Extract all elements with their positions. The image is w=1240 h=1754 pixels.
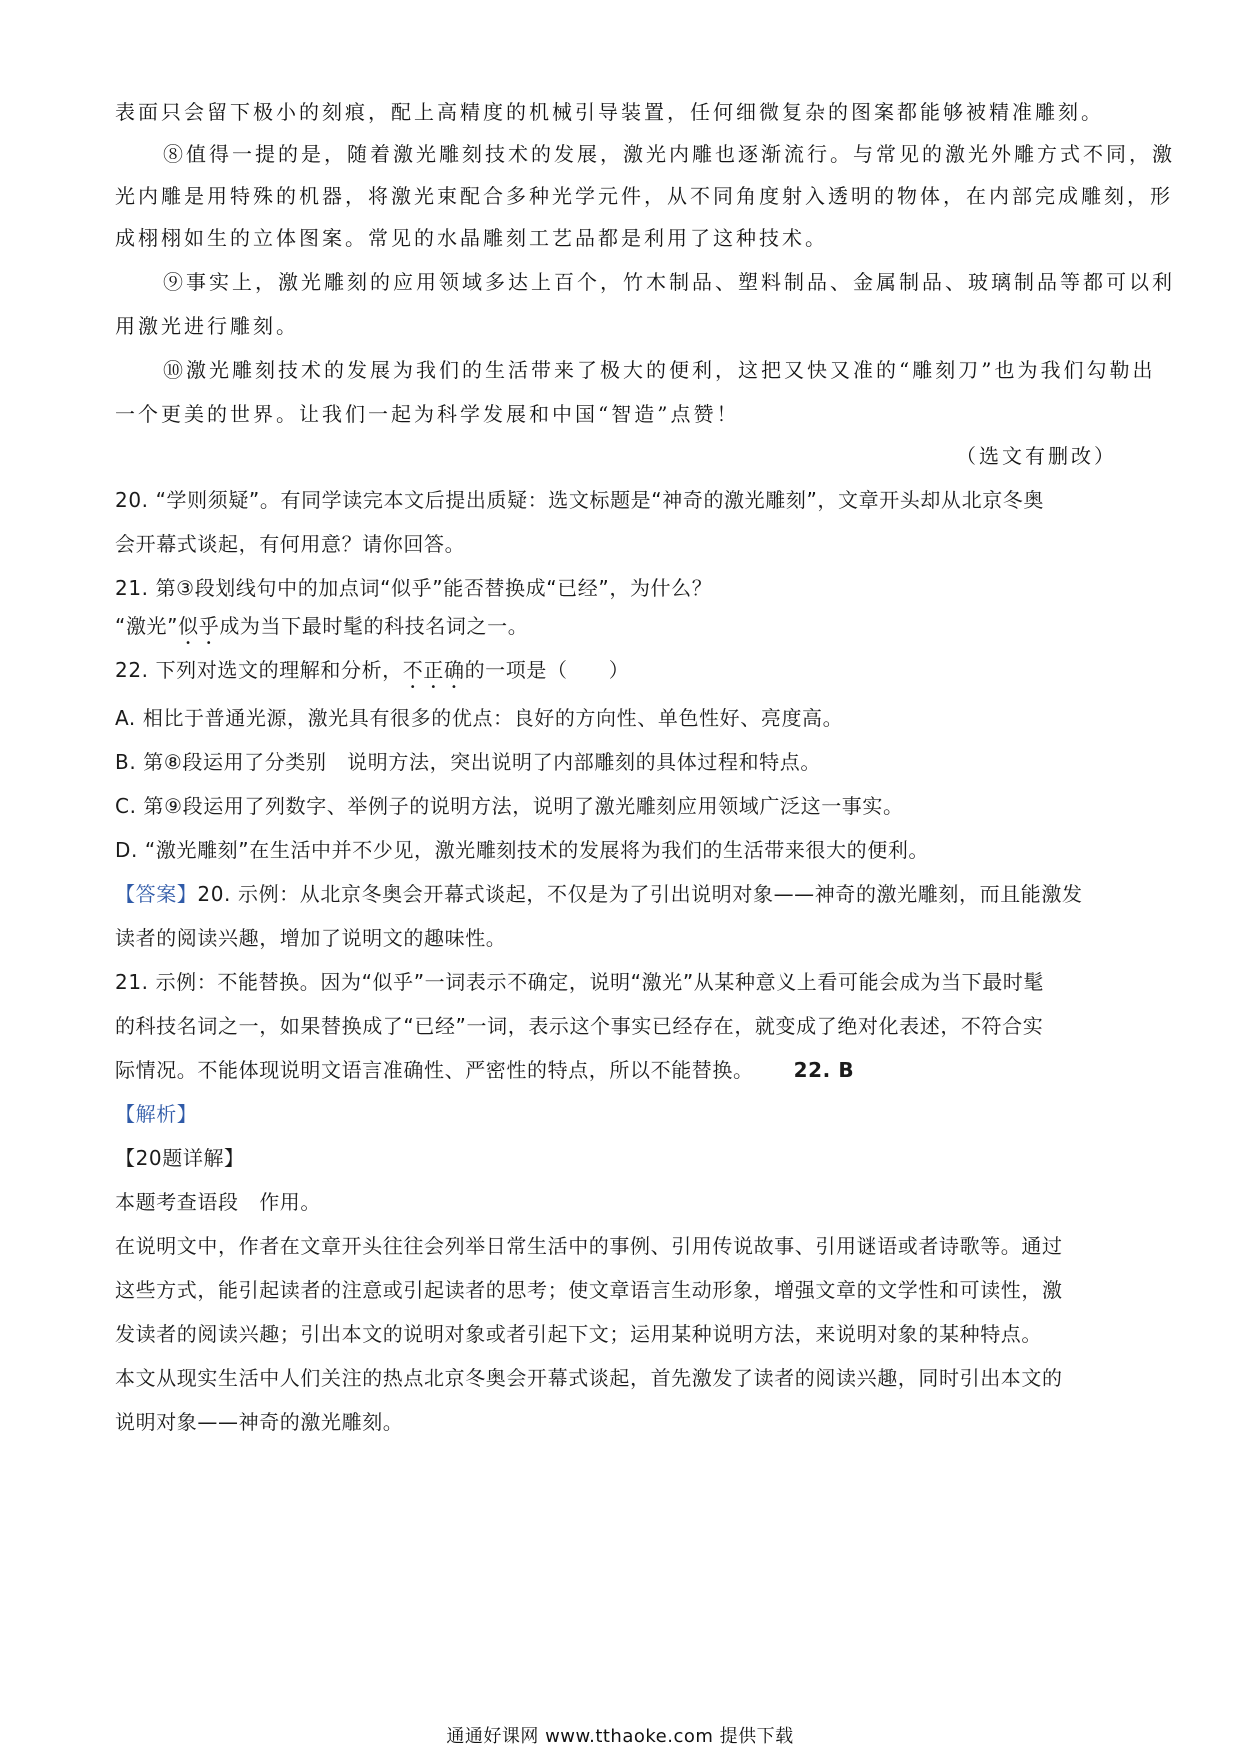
passage-line: ⑩激光雕刻技术的发展为我们的生活带来了极大的便利，这把又快又准的“雕刻刀”也为我们勾勒出 <box>163 358 1156 382</box>
option-d: D. “激光雕刻”在生活中并不少见，激光雕刻技术的发展将为我们的生活带来很大的便利。 <box>115 838 930 862</box>
emphasis-dotted-word: 不正确 <box>402 658 465 682</box>
passage-line: ⑧值得一提的是，随着激光雕刻技术的发展，激光内雕也逐渐流行。与常见的激光外雕方式不同，激 <box>163 142 1175 166</box>
option-b: B. 第⑧段运用了分类别 说明方法，突出说明了内部雕刻的具体过程和特点。 <box>115 750 821 774</box>
detail-heading: 【20题详解】 <box>115 1146 245 1170</box>
answer-21-cont: 的科技名词之一，如果替换成了“已经”一词，表示这个事实已经存在，就变成了绝对化表述，不符合实 <box>115 1014 1044 1038</box>
analysis-text: 这些方式，能引起读者的注意或引起读者的思考；使文章语言生动形象，增强文章的文学性和可读性，激 <box>115 1278 1063 1302</box>
question-20-cont: 会开幕式谈起，有何用意？请你回答。 <box>115 532 466 556</box>
analysis-text: 本文从现实生活中人们关注的热点北京冬奥会开幕式谈起，首先激发了读者的阅读兴趣，同时引出本文的 <box>115 1366 1063 1390</box>
footer-watermark: 通通好课网 www.tthaoke.com 提供下载 <box>446 1726 794 1747</box>
passage-line: ⑨事实上，激光雕刻的应用领域多达上百个，竹木制品、塑料制品、金属制品、玻璃制品等都可以利 <box>163 270 1175 294</box>
answer-tag: 【答案】 <box>115 882 198 906</box>
question-22: 22. 下列对选文的理解和分析，不正确的一项是（ ） <box>115 658 630 682</box>
emphasis-dotted-word: 似乎 <box>178 614 220 638</box>
answer-22: 22. B <box>793 1058 855 1082</box>
passage-line: 表面只会留下极小的刻痕，配上高精度的机械引导装置，任何细微复杂的图案都能够被精准雕刻。 <box>115 100 1104 124</box>
option-a: A. 相比于普通光源，激光具有很多的优点：良好的方向性、单色性好、亮度高。 <box>115 706 844 730</box>
answer-20: 【答案】20. 示例：从北京冬奥会开幕式谈起，不仅是为了引出说明对象——神奇的激光雕刻，而且能激发 <box>115 882 1083 906</box>
passage-line: 成栩栩如生的立体图案。常见的水晶雕刻工艺品都是利用了这种技术。 <box>115 226 828 250</box>
answer-20-cont: 读者的阅读兴趣，增加了说明文的趣味性。 <box>115 926 507 950</box>
option-c: C. 第⑨段运用了列数字、举例子的说明方法，说明了激光雕刻应用领域广泛这一事实。 <box>115 794 904 818</box>
analysis-text: 说明对象——神奇的激光雕刻。 <box>115 1410 404 1434</box>
analysis-text: 发读者的阅读兴趣；引出本文的说明对象或者引起下文；运用某种说明方法，来说明对象的某种特点。 <box>115 1322 1042 1346</box>
question-20: 20. “学则须疑”。有同学读完本文后提出质疑：选文标题是“神奇的激光雕刻”，文章开头却从北京冬奥 <box>115 488 1045 512</box>
question-21-quote: “激光”似乎成为当下最时髦的科技名词之一。 <box>115 614 529 638</box>
answer-21: 21. 示例：不能替换。因为“似乎”一词表示不确定，说明“激光”从某种意义上看可能会成为当下最时髦 <box>115 970 1045 994</box>
passage-line: 用激光进行雕刻。 <box>115 314 299 338</box>
analysis-text: 本题考查语段 作用。 <box>115 1190 321 1214</box>
analysis-text: 在说明文中，作者在文章开头往往会列举日常生活中的事例、引用传说故事、引用谜语或者诗歌等。通过 <box>115 1234 1063 1258</box>
analysis-tag: 【解析】 <box>115 1102 198 1126</box>
passage-line: 一个更美的世界。让我们一起为科学发展和中国“智造”点赞！ <box>115 402 740 426</box>
passage-line: 光内雕是用特殊的机器，将激光束配合多种光学元件，从不同角度射入透明的物体，在内部完成雕刻，形 <box>115 184 1173 208</box>
answer-21-cont: 际情况。不能体现说明文语言准确性、严密性的特点，所以不能替换。 22. B <box>115 1058 855 1082</box>
question-21: 21. 第③段划线句中的加点词“似乎”能否替换成“已经”，为什么？ <box>115 576 713 600</box>
source-note: （选文有删改） <box>956 444 1117 468</box>
